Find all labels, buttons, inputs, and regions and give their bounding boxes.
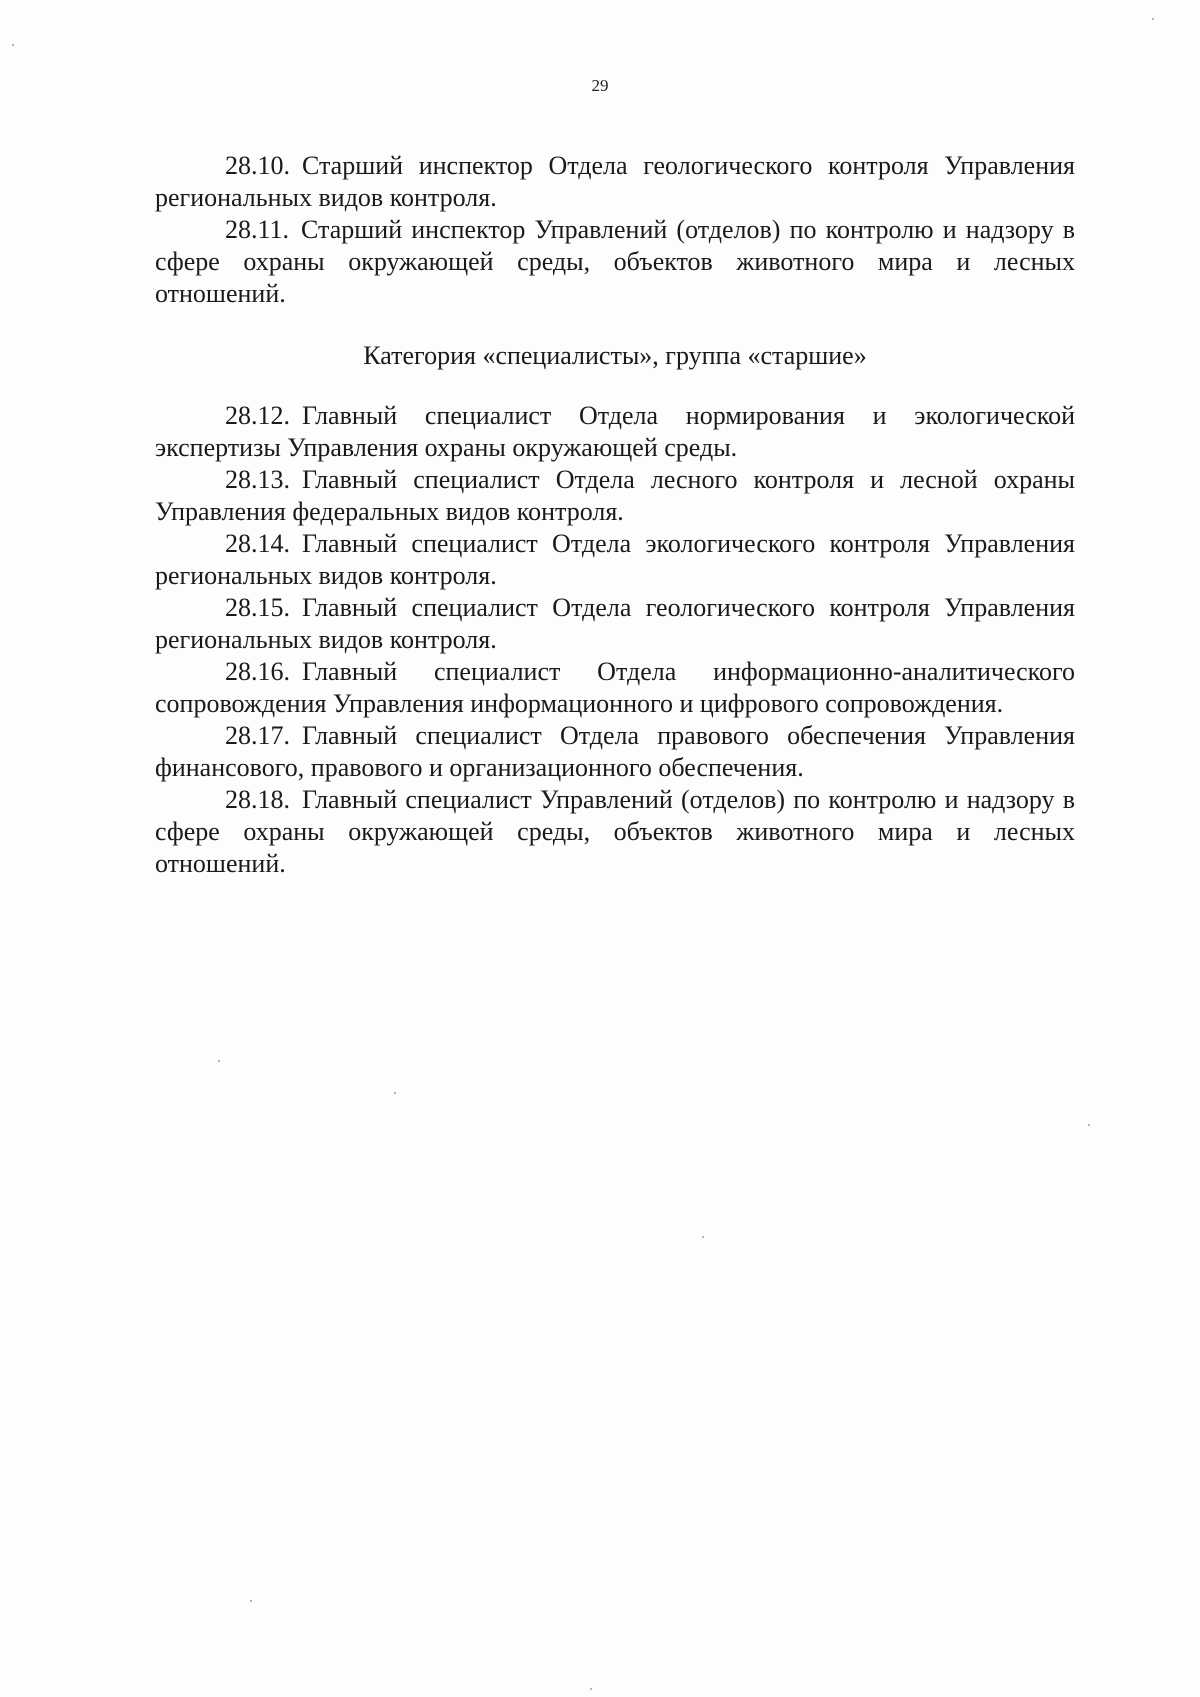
item-number: 28.16.: [225, 657, 290, 686]
section-heading: Категория «специалисты», группа «старшие»: [363, 341, 867, 370]
scan-speck: [12, 44, 14, 46]
item-number: 28.11.: [225, 215, 290, 244]
item-number: 28.13.: [225, 465, 290, 494]
list-item: [155, 400, 1075, 464]
item-number: 28.17.: [225, 721, 290, 750]
list-item: [155, 464, 1075, 528]
item-text: Главный специалист Отдела правового обеспечения Управления финансового, правового и организационного обеспечения.: [155, 721, 1075, 782]
item-text: Главный специалист Отдела лесного контроля и лесной охраны Управления федеральных видов контроля.: [155, 465, 1075, 526]
scan-speck: [702, 1236, 704, 1238]
list-item: [155, 656, 1075, 720]
scan-speck: [590, 1688, 592, 1690]
item-number: 28.14.: [225, 529, 290, 558]
item-number: 28.15.: [225, 593, 290, 622]
item-text: Главный специалист Отдела геологического контроля Управления региональных видов контроля.: [155, 593, 1075, 654]
item-text: Главный специалист Управлений (отделов) по контролю и надзору в сфере охраны окружающей среды, объектов животного мира и лесных отношений.: [155, 785, 1075, 878]
item-number: 28.12.: [225, 401, 290, 430]
list-item: [155, 720, 1075, 784]
page-number: 29: [591, 76, 609, 95]
scan-speck: [1088, 1124, 1090, 1126]
item-text: Главный специалист Отдела экологического контроля Управления региональных видов контроля.: [155, 529, 1075, 590]
item-number: 28.10.: [225, 151, 290, 180]
document-body: [155, 150, 1075, 880]
list-item: [155, 214, 1075, 310]
list-item: [155, 150, 1075, 214]
scan-speck: [218, 1060, 220, 1062]
scan-speck: [394, 1092, 396, 1094]
list-item: [155, 784, 1075, 880]
list-item: [155, 528, 1075, 592]
item-text: Старший инспектор Отдела геологического контроля Управления региональных видов контроля.: [155, 151, 1075, 212]
scan-speck: [250, 1600, 252, 1602]
item-text: Старший инспектор Управлений (отделов) по контролю и надзору в сфере охраны окружающей среды, объектов животного мира и лесных отношений.: [155, 215, 1075, 308]
item-text: Главный специалист Отдела информационно-аналитического сопровождения Управления информационного и цифрового сопровождения.: [155, 657, 1075, 718]
item-number: 28.18.: [225, 785, 290, 814]
list-item: [155, 592, 1075, 656]
scan-speck: [1152, 18, 1154, 20]
item-text: Главный специалист Отдела нормирования и экологической экспертизы Управления охраны окружающей среды.: [155, 401, 1075, 462]
